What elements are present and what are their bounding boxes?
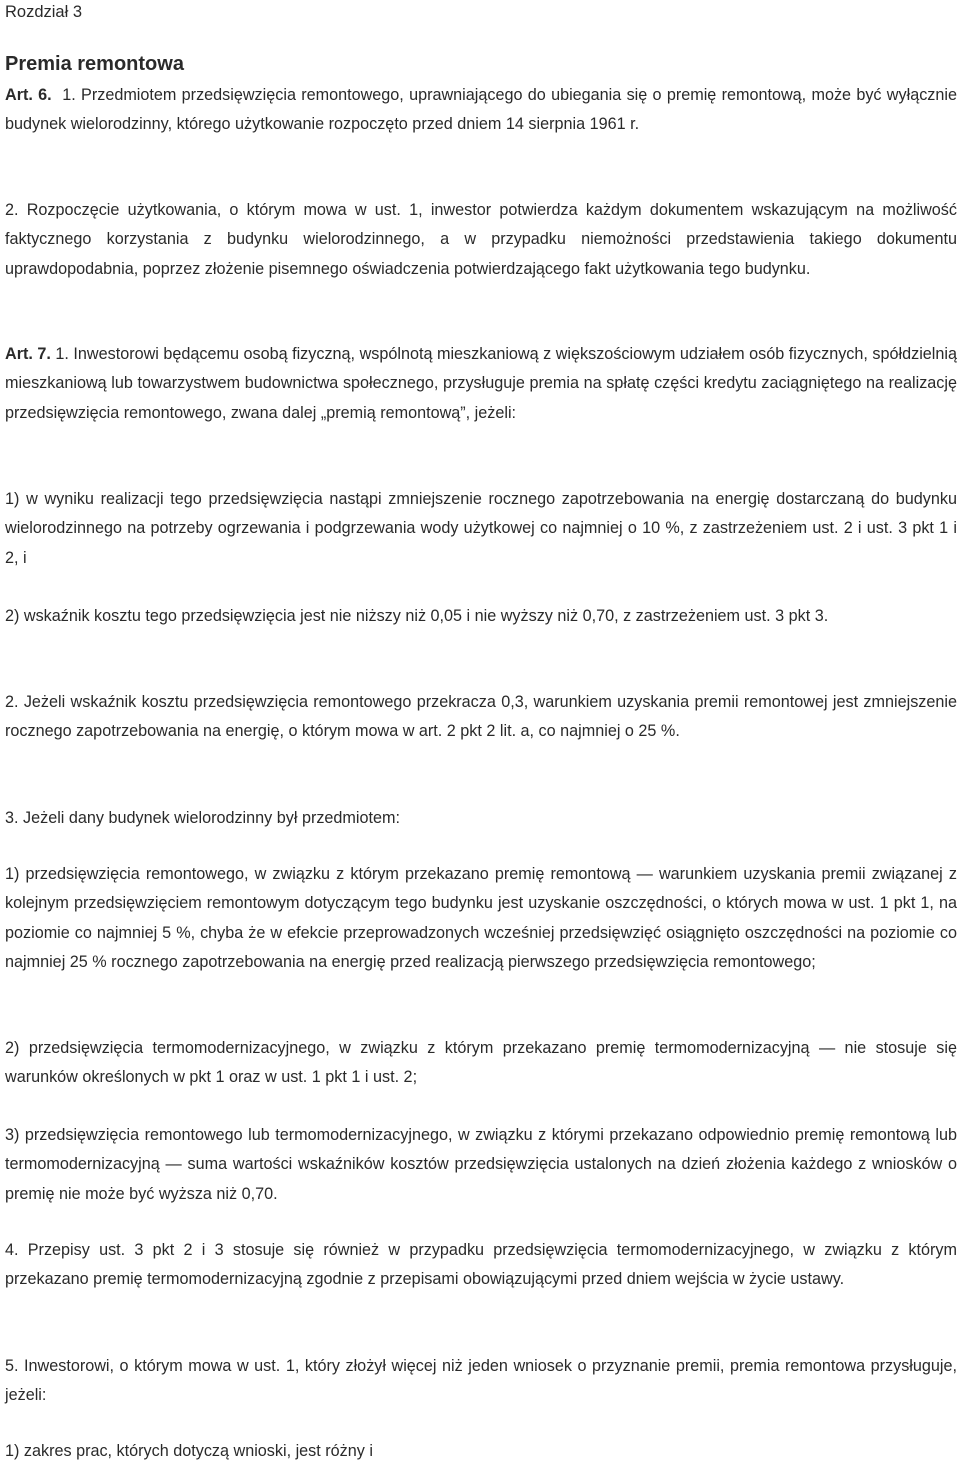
paragraph-text: 1) w wyniku realizacji tego przedsięwzięcia nastąpi zmniejszenie rocznego zapotrzebowania na energię dostarczaną do budynku wielorodzinnego na potrzeby ogrzewania i podgrzewania wody użytkowej co najmniej o 10 %, z zastrzeżeniem ust. 2 i ust. 3 pkt 1 i 2, i (5, 490, 957, 567)
paragraph-art7-3-point1 (5, 860, 957, 977)
paragraph-text: 2) przedsięwzięcia termomodernizacyjnego, w związku z którym przekazano premię termomodernizacyjną — nie stosuje się warunków określonych w pkt 1 oraz w ust. 1 pkt 1 i ust. 2; (5, 1039, 957, 1087)
paragraph-text: 1) zakres prac, których dotyczą wnioski, jest różny i (5, 1442, 373, 1460)
paragraph-art7-5 (5, 1352, 957, 1411)
paragraph-text: 2. Rozpoczęcie użytkowania, o którym mowa w ust. 1, inwestor potwierdza każdym dokumentem wskazującym na możliwość faktycznego korzystania z budynku wielorodzinnego, a w przypadku niemożności przedstawienia takiego dokumentu uprawdopodabnia, poprzez złożenie pisemnego oświadczenia potwierdzającego fakt użytkowania tego budynku. (5, 201, 957, 278)
article-number: Art. 6. (5, 86, 52, 104)
paragraph-art7-1-point1 (5, 485, 957, 573)
chapter-heading: Rozdział 3 (5, 3, 83, 21)
paragraph-art7-3-point2 (5, 1034, 957, 1093)
paragraph-text: 2) wskaźnik kosztu tego przedsięwzięcia jest nie niższy niż 0,05 i nie wyższy niż 0,70, z zastrzeżeniem ust. 3 pkt 3. (5, 607, 829, 625)
paragraph-text: 4. Przepisy ust. 3 pkt 2 i 3 stosuje się również w przypadku przedsięwzięcia termomodernizacyjnego, w związku z którym przekazano premię termomodernizacyjną zgodnie z przepisami obowiązującymi przed dniem wejścia w życie ustawy. (5, 1241, 957, 1289)
paragraph-art7-3 (5, 804, 957, 833)
paragraph-art6-2 (5, 196, 957, 284)
paragraph-text: 1. Przedmiotem przedsięwzięcia remontowego, uprawniającego do ubiegania się o premię remontową, może być wyłącznie budynek wielorodzinny, którego użytkowanie rozpoczęto przed dniem 14 sierpnia 1961 r. (5, 86, 957, 134)
paragraph-art7-1 (5, 340, 957, 428)
paragraph-text: 1. Inwestorowi będącemu osobą fizyczną, wspólnotą mieszkaniową z większościowym udziałem osób fizycznych, spółdzielnią mieszkaniową lub towarzystwem budownictwa społecznego, przysługuje premia na spłatę części kredytu zaciągniętego na realizację przedsięwzięcia remontowego, zwana dalej „premią remontową”, jeżeli: (5, 345, 957, 422)
article-number: Art. 7. (5, 345, 51, 363)
section-title: Premia remontowa (5, 53, 184, 75)
paragraph-art7-1-point2 (5, 602, 957, 631)
paragraph-text: 5. Inwestorowi, o którym mowa w ust. 1, który złożył więcej niż jeden wniosek o przyznanie premii, premia remontowa przysługuje, jeżeli: (5, 1357, 957, 1405)
paragraph-text: 3. Jeżeli dany budynek wielorodzinny był przedmiotem: (5, 809, 400, 827)
paragraph-art7-5-point1 (5, 1437, 957, 1466)
paragraph-art7-4 (5, 1236, 957, 1295)
paragraph-text: 2. Jeżeli wskaźnik kosztu przedsięwzięcia remontowego przekracza 0,3, warunkiem uzyskania premii remontowej jest zmniejszenie rocznego zapotrzebowania na energię, o którym mowa w art. 2 pkt 2 lit. a, co najmniej o 25 %. (5, 693, 957, 741)
paragraph-art7-3-point3 (5, 1121, 957, 1209)
paragraph-text: 1) przedsięwzięcia remontowego, w związku z którym przekazano premię remontową — warunkiem uzyskania premii związanej z kolejnym przedsięwzięciem remontowym dotyczącym tego budynku jest uzyskanie oszczędności, o których mowa w ust. 1 pkt 1, na poziomie co najmniej 5 %, chyba że w efekcie przeprowadzonych wcześniej przedsięwzięć osiągnięto oszczędności na poziomie co najmniej 25 % rocznego zapotrzebowania na energię przed realizacją pierwszego przedsięwzięcia remontowego; (5, 865, 957, 971)
paragraph-text: 3) przedsięwzięcia remontowego lub termomodernizacyjnego, w związku z którymi przekazano odpowiednio premię remontową lub termomodernizacyjną — suma wartości wskaźników kosztów przedsięwzięcia ustalonych na dzień złożenia każdego z wniosków o premię nie może być wyższa niż 0,70. (5, 1126, 957, 1203)
paragraph-art6-1 (5, 81, 957, 140)
paragraph-art7-2 (5, 688, 957, 747)
